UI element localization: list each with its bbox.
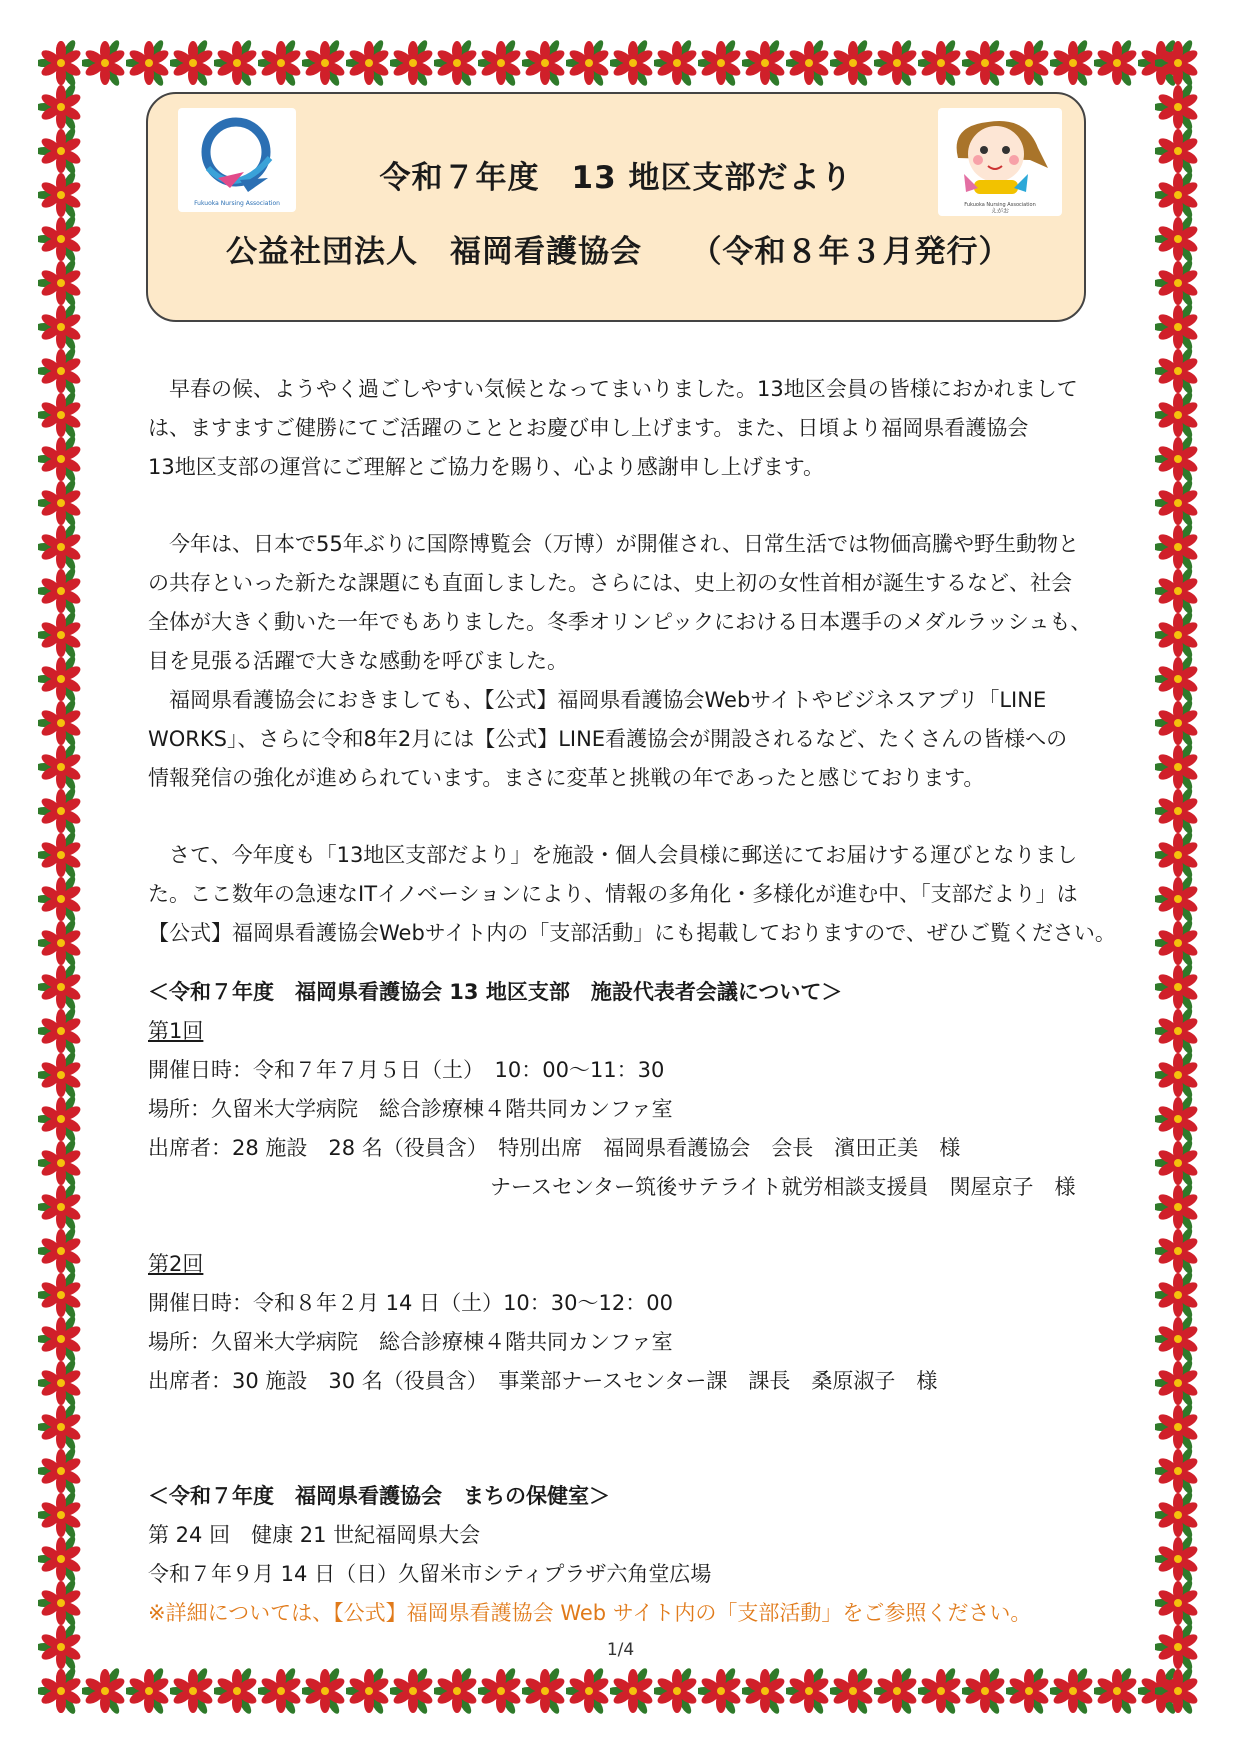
poinsettia-icon [38,1404,84,1450]
poinsettia-icon [1155,1668,1201,1714]
poinsettia-icon [1155,964,1201,1010]
poinsettia-icon [918,40,964,86]
poinsettia-icon [82,40,128,86]
poinsettia-icon [830,1668,876,1714]
poinsettia-icon [1155,700,1201,746]
meeting-attendees-special: ナースセンター筑後サテライト就労相談支援員 関屋京子 様 [490,1175,1076,1199]
poinsettia-icon [786,1668,832,1714]
poinsettia-icon [654,1668,700,1714]
poinsettia-icon [1006,40,1052,86]
poinsettia-icon [38,1184,84,1230]
svg-text:えがお: えがお [990,208,1010,215]
poinsettia-icon [1155,920,1201,966]
poinsettia-icon [390,1668,436,1714]
poinsettia-icon [1155,1096,1201,1142]
poinsettia-icon [38,348,84,394]
poinsettia-icon [1155,40,1201,86]
border-left [38,40,86,1716]
poinsettia-icon [214,1668,260,1714]
meeting-label: 第2回 [148,1252,204,1276]
text-line: は、ますますご健勝にてご活躍のこととお慶び申し上げます。また、日頃より福岡県看護協会 [148,416,1029,440]
poinsettia-icon [1155,84,1201,130]
poinsettia-icon [1155,1184,1201,1230]
poinsettia-icon [1155,1140,1201,1186]
poinsettia-icon [38,1668,84,1714]
poinsettia-icon [1155,1316,1201,1362]
poinsettia-icon [38,832,84,878]
poinsettia-icon [38,260,84,306]
poinsettia-icon [82,1668,128,1714]
poinsettia-icon [698,1668,744,1714]
poinsettia-icon [786,40,832,86]
poinsettia-icon [38,1492,84,1538]
poinsettia-icon [962,40,1008,86]
poinsettia-icon [478,40,524,86]
poinsettia-icon [478,1668,524,1714]
poinsettia-icon [830,40,876,86]
text-line: 福岡県看護協会におきましても、【公式】福岡県看護協会Webサイトやビジネスアプリ「LINE [148,688,1047,712]
poinsettia-icon [38,40,84,86]
poinsettia-icon [38,172,84,218]
poinsettia-icon [1155,436,1201,482]
poinsettia-icon [38,128,84,174]
health-room-section [148,1477,1108,1633]
poinsettia-icon [1155,612,1201,658]
text-line: 目を見張る活躍で大きな感動を呼びました。 [148,649,568,673]
poinsettia-icon [38,84,84,130]
poinsettia-icon [1155,348,1201,394]
poinsettia-icon [1155,1536,1201,1582]
meeting-place: 場所：久留米大学病院 総合診療棟４階共同カンファ室 [148,1097,673,1121]
poinsettia-icon [1155,128,1201,174]
section-heading: ＜令和７年度 福岡県看護協会 13 地区支部 施設代表者会議について＞ [148,980,843,1004]
poinsettia-icon [346,40,392,86]
poinsettia-icon [1155,480,1201,526]
meeting-attendees: 出席者：28 施設 28 名（役員含） 特別出席 福岡県看護協会 会長 濱田正美 様 [148,1136,961,1160]
poinsettia-icon [1155,1052,1201,1098]
text-line: 情報発信の強化が進められています。まさに変革と挑戦の年であったと感じております。 [148,766,985,790]
event-date-place: 令和７年９月 14 日（日）久留米市シティプラザ六角堂広場 [148,1562,712,1586]
poinsettia-icon [38,480,84,526]
poinsettia-icon [742,40,788,86]
poinsettia-icon [1155,172,1201,218]
poinsettia-icon [38,1008,84,1054]
newsletter-notice-paragraph [148,836,1116,953]
mascot-logo [938,108,1062,216]
poinsettia-icon [214,40,260,86]
poinsettia-icon [126,1668,172,1714]
poinsettia-icon [38,1228,84,1274]
svg-text:Fukuoka Nursing Association: Fukuoka Nursing Association [964,202,1036,208]
poinsettia-icon [1155,524,1201,570]
text-line: 早春の候、ようやく過ごしやすい気候となってまいりました。13地区会員の皆様におかれまして [148,377,1078,401]
poinsettia-icon [1155,1228,1201,1274]
event-name: 第 24 回 健康 21 世紀福岡県大会 [148,1523,481,1547]
poinsettia-icon [654,40,700,86]
poinsettia-icon [1155,1404,1201,1450]
svg-text:Fukuoka Nursing Association: Fukuoka Nursing Association [194,200,280,207]
newsletter-title: 令和７年度 13 地区支部だより [379,160,853,196]
poinsettia-icon [38,876,84,922]
poinsettia-icon [874,1668,920,1714]
meeting-date: 開催日時：令和７年７月５日（土） 10：00～11：30 [148,1058,665,1082]
meeting-date: 開催日時：令和８年２月 14 日（土）10：30～12：00 [148,1291,673,1315]
text-line: の共存といった新たな課題にも直面しました。さらには、史上初の女性首相が誕生するなど、社会 [148,571,1072,595]
poinsettia-icon [302,40,348,86]
year-review-paragraph [148,525,1108,798]
poinsettia-icon [38,1448,84,1494]
poinsettia-icon [38,436,84,482]
poinsettia-icon [38,1316,84,1362]
poinsettia-icon [1155,216,1201,262]
reference-note: ※詳細については、【公式】福岡県看護協会 Web サイト内の「支部活動」をご参照ください。 [148,1601,1032,1625]
poinsettia-icon [1094,1668,1140,1714]
poinsettia-icon [918,1668,964,1714]
poinsettia-icon [1155,568,1201,614]
poinsettia-icon [38,216,84,262]
poinsettia-icon [1155,1272,1201,1318]
poinsettia-icon [1094,40,1140,86]
poinsettia-icon [390,40,436,86]
poinsettia-icon [1155,656,1201,702]
poinsettia-icon [874,40,920,86]
poinsettia-icon [1155,1580,1201,1626]
poinsettia-icon [302,1668,348,1714]
poinsettia-icon [742,1668,788,1714]
text-line: 今年は、日本で55年ぶりに国際博覧会（万博）が開催され、日常生活では物価高騰や野生動物と [148,532,1079,556]
poinsettia-icon [38,612,84,658]
poinsettia-icon [566,1668,612,1714]
poinsettia-icon [1155,1008,1201,1054]
main-content [148,370,1116,1633]
poinsettia-icon [38,524,84,570]
poinsettia-icon [38,1360,84,1406]
poinsettia-icon [38,1272,84,1318]
poinsettia-icon [962,1668,1008,1714]
meeting-place: 場所：久留米大学病院 総合診療棟４階共同カンファ室 [148,1330,673,1354]
poinsettia-icon [38,700,84,746]
newsletter-subtitle: 公益社団法人 福岡看護協会 （令和８年３月発行） [226,234,1011,270]
poinsettia-icon [38,568,84,614]
poinsettia-icon [38,1096,84,1142]
poinsettia-icon [38,392,84,438]
poinsettia-icon [522,1668,568,1714]
text-line: 13地区支部の運営にご理解とご協力を賜り、心より感謝申し上げます。 [148,455,825,479]
poinsettia-icon [1155,304,1201,350]
meeting-section [148,973,1108,1401]
poinsettia-icon [38,920,84,966]
poinsettia-icon [38,788,84,834]
poinsettia-icon [1155,1448,1201,1494]
poinsettia-icon [610,1668,656,1714]
poinsettia-icon [38,304,84,350]
text-line: 【公式】福岡県看護協会Webサイト内の「支部活動」にも掲載しておりますので、ぜひご覧ください。 [148,921,1116,945]
poinsettia-icon [258,1668,304,1714]
poinsettia-icon [38,656,84,702]
poinsettia-icon [1155,260,1201,306]
page-number: 1/4 [606,1640,635,1660]
poinsettia-icon [1050,1668,1096,1714]
section-heading: ＜令和７年度 福岡県看護協会 まちの保健室＞ [148,1484,610,1508]
poinsettia-icon [1050,40,1096,86]
poinsettia-icon [1155,392,1201,438]
poinsettia-icon [1155,832,1201,878]
poinsettia-icon [170,1668,216,1714]
text-line: WORKS」、さらに令和8年2月には【公式】LINE看護協会が開設されるなど、たくさんの皆様への [148,727,1068,751]
poinsettia-icon [1155,876,1201,922]
poinsettia-icon [346,1668,392,1714]
poinsettia-icon [38,1140,84,1186]
text-line: 全体が大きく動いた一年でもありました。冬季オリンピックにおける日本選手のメダルラッシュも、 [148,610,1092,634]
poinsettia-icon [610,40,656,86]
poinsettia-icon [566,40,612,86]
text-line: さて、今年度も「13地区支部だより」を施設・個人会員様に郵送にてお届けする運びとなりまし [148,843,1078,867]
border-bottom [38,1668,1203,1716]
poinsettia-icon [38,1536,84,1582]
meeting-label: 第1回 [148,1019,204,1043]
poinsettia-icon [1155,744,1201,790]
intro-paragraph [148,370,1108,487]
meeting-attendees: 出席者：30 施設 30 名（役員含） 事業部ナースセンター課 課長 桑原淑子 様 [148,1369,938,1393]
poinsettia-icon [698,40,744,86]
poinsettia-icon [258,40,304,86]
poinsettia-icon [38,744,84,790]
poinsettia-icon [434,40,480,86]
poinsettia-icon [522,40,568,86]
text-line: た。ここ数年の急速なITイノベーションにより、情報の多角化・多様化が進む中、「支部だより」は [148,882,1078,906]
border-right [1155,40,1203,1716]
poinsettia-icon [126,40,172,86]
poinsettia-icon [38,964,84,1010]
header-box [146,92,1086,322]
poinsettia-icon [38,1052,84,1098]
poinsettia-icon [170,40,216,86]
poinsettia-icon [434,1668,480,1714]
poinsettia-icon [38,1580,84,1626]
poinsettia-icon [1155,1360,1201,1406]
poinsettia-icon [1155,1492,1201,1538]
border-top [38,40,1203,86]
poinsettia-icon [1006,1668,1052,1714]
poinsettia-icon [1155,788,1201,834]
